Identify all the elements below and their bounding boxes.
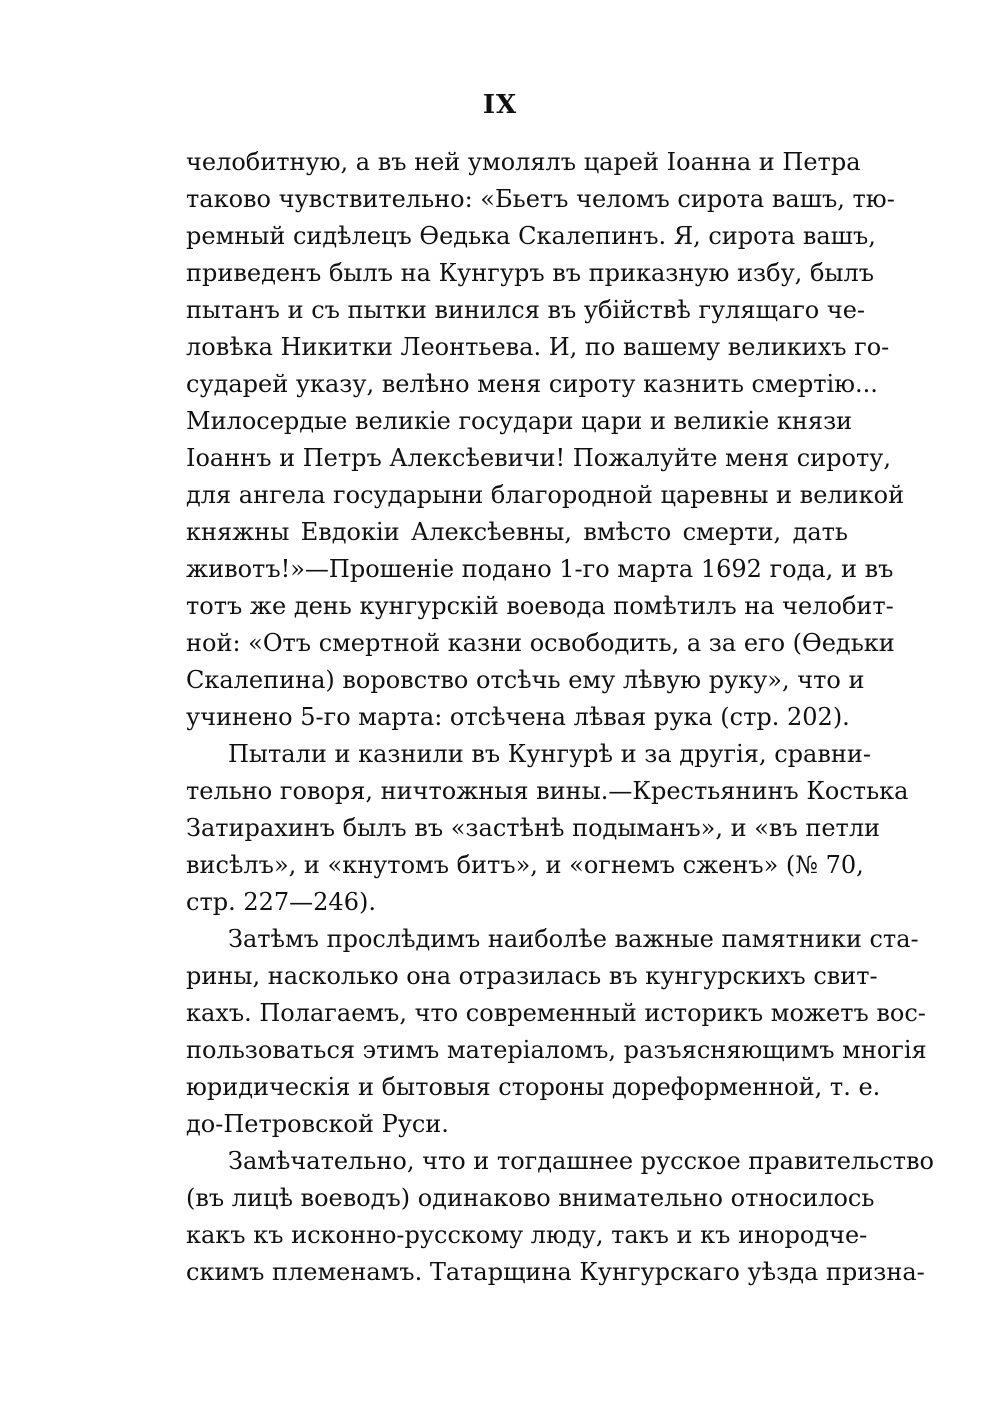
text-line: Пытали и казнили въ Кунгурѣ и за другія, сравни-	[228, 740, 871, 768]
text-line: челобитную, а въ ней умолялъ царей Іоанна и Петра	[186, 148, 861, 176]
text-line: юридическія и бытовыя стороны дореформенной, т. е.	[186, 1073, 881, 1101]
text-line: пользоваться этимъ матеріаломъ, разъясняющимъ многія	[186, 1036, 927, 1064]
paragraph-3	[186, 921, 927, 1143]
text-line: кахъ. Полагаемъ, что современный историкъ можетъ вос-	[186, 999, 926, 1027]
page-number: IX	[482, 90, 518, 120]
text-line: Милосердые великіе государи цари и великіе князи	[186, 407, 853, 435]
text-line: скимъ племенамъ. Татарщина Кунгурскаго уѣзда призна-	[186, 1258, 925, 1286]
text-line: какъ къ исконно-русскому люду, такъ и къ инородче-	[186, 1221, 868, 1249]
text-line: животъ!»—Прошеніе подано 1-го марта 1692 года, и въ	[186, 555, 894, 583]
text-line: Затѣмъ прослѣдимъ наиболѣе важные памятники ста-	[228, 925, 919, 953]
paragraph-2	[186, 736, 909, 921]
text-line: приведенъ былъ на Кунгуръ въ приказную избу, былъ	[186, 259, 875, 287]
text-line: сударей указу, велѣно меня сироту казнить смертію...	[186, 370, 878, 398]
text-line: пытанъ и съ пытки винился въ убійствѣ гулящаго че-	[186, 296, 866, 324]
text-line: Замѣчательно, что и тогдашнее русское правительство	[228, 1147, 934, 1175]
text-line: тотъ же день кунгурскій воевода помѣтилъ на челобит-	[186, 592, 894, 620]
text-line: (въ лицѣ воеводъ) одинаково внимательно относилось	[186, 1184, 875, 1212]
text-line: рины, насколько она отразилась въ кунгурскихъ свит-	[186, 962, 878, 990]
text-line: Скалепина) воровство отсѣчь ему лѣвую руку», что и	[186, 666, 865, 694]
body-text	[186, 144, 934, 1291]
text-line: княжны Евдокіи Алексѣевны, вмѣсто смерти, дать	[186, 518, 848, 546]
paragraph-4	[186, 1143, 934, 1291]
text-line: Затирахинъ былъ въ «застѣнѣ подыманъ», и «въ петли	[186, 814, 881, 842]
text-line: до-Петровской Руси.	[186, 1110, 449, 1138]
text-line: стр. 227—246).	[186, 888, 376, 916]
text-line: учинено 5-го марта: отсѣчена лѣвая рука (стр. 202).	[186, 703, 850, 731]
text-line: таково чувствительно: «Бьетъ челомъ сирота вашъ, тю-	[186, 185, 895, 213]
text-line: ной: «Отъ смертной казни освободить, а за его (Ѳедьки	[186, 629, 895, 657]
text-line: Іоаннъ и Петръ Алексѣевичи! Пожалуйте меня сироту,	[186, 444, 891, 472]
text-line: ловѣка Никитки Леонтьева. И, по вашему великихъ го-	[186, 333, 890, 361]
text-line: тельно говоря, ничтожныя вины.—Крестьянинъ Костька	[186, 777, 909, 805]
paragraph-1	[186, 144, 905, 736]
text-line: для ангела государыни благородной царевны и великой	[186, 481, 905, 509]
text-line: висѣлъ», и «кнутомъ битъ», и «огнемъ сженъ» (№ 70,	[186, 851, 864, 879]
text-line: ремный сидѣлецъ Ѳедька Скалепинъ. Я, сирота вашъ,	[186, 222, 876, 250]
